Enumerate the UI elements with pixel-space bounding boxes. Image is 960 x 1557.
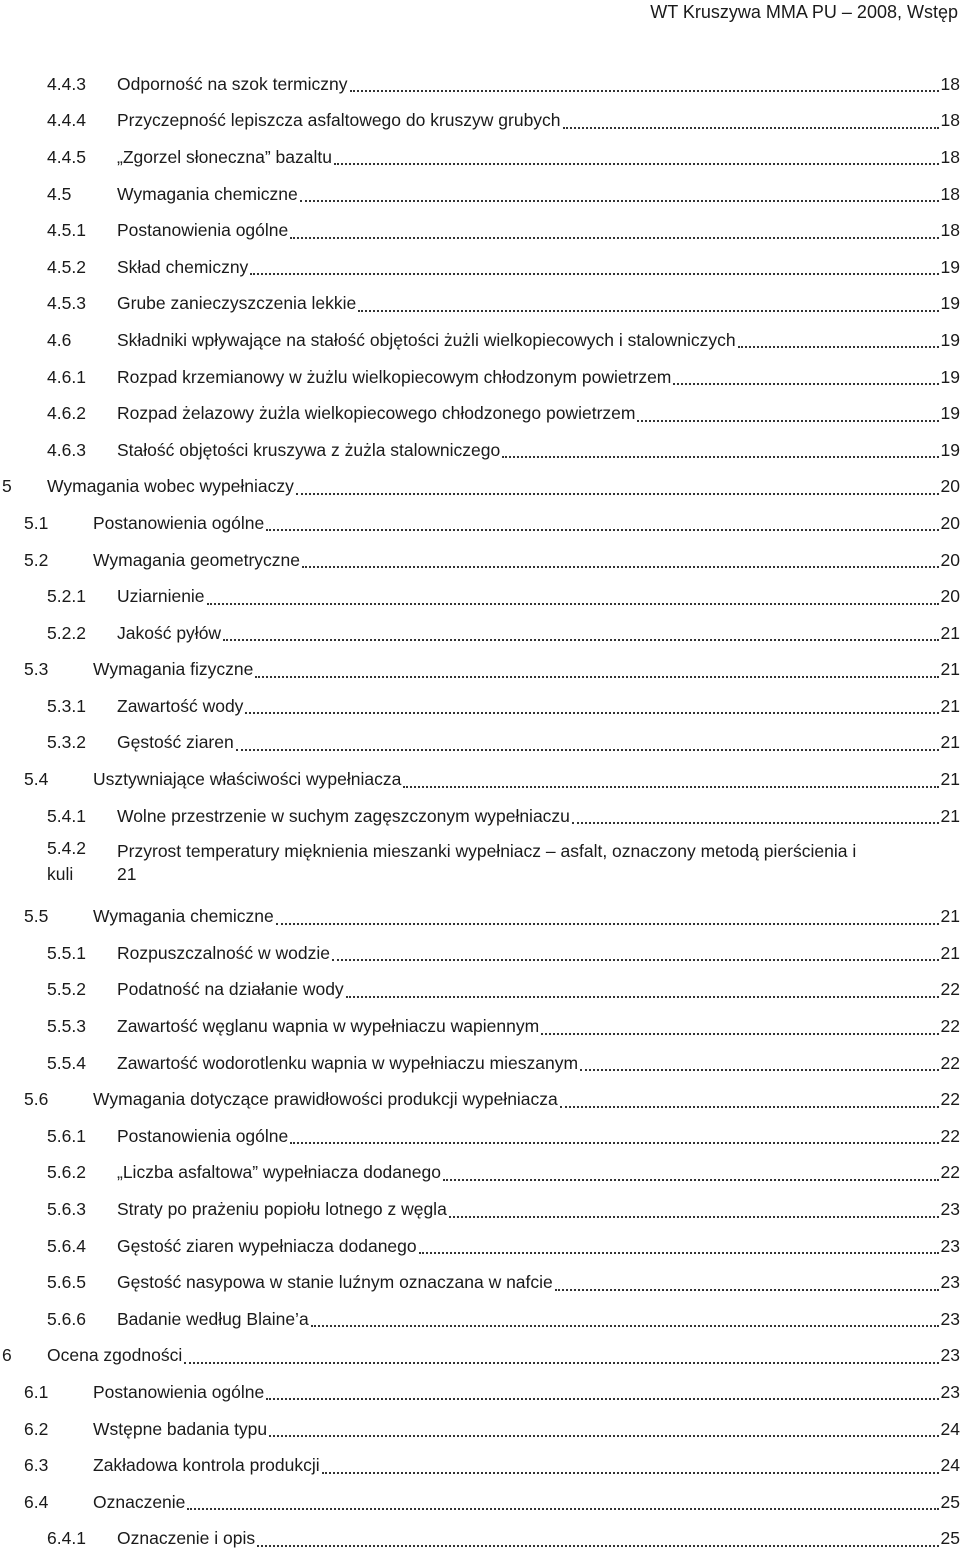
toc-entry[interactable] [0,798,960,835]
toc-entry-number-continuation: kuli [47,864,74,885]
toc-entry-number: 5.3 [24,659,49,680]
toc-entry-title: Postanowienia ogólne [93,1381,265,1402]
toc-entry-page: 18 [940,220,960,241]
toc-entry-page: 21 [117,864,137,885]
dot-leader [302,552,939,568]
toc-entry[interactable] [0,286,960,323]
toc-entry-page: 22 [940,979,960,1000]
toc-entry-page: 20 [940,586,960,607]
dot-leader [560,1092,939,1108]
toc-entry[interactable] [0,1521,960,1557]
dot-leader [637,406,938,422]
toc-entry-title: Rozpad krzemianowy w żużlu wielkopiecowym chłodzonym powietrzem [117,366,672,387]
toc-entry-title: Straty po prażeniu popiołu lotnego z węgla [117,1199,447,1220]
toc-entry[interactable] [0,1228,960,1265]
toc-entry[interactable] [0,66,960,103]
dot-leader [257,1531,938,1547]
dot-leader [673,369,938,385]
dot-leader [245,698,938,714]
toc-entry-number: 4.4.5 [47,146,86,167]
toc-entry[interactable] [0,1374,960,1411]
toc-entry-title: Zawartość wody [117,695,244,716]
toc-entry-number: 5.3.1 [47,695,86,716]
toc-entry-title: Wymagania chemiczne [117,183,298,204]
toc-entry-number: 5.2.2 [47,622,86,643]
dot-leader [563,113,939,129]
toc-entry-page: 22 [940,1016,960,1037]
toc-entry-page: 22 [940,1052,960,1073]
toc-entry-page: 21 [940,805,960,826]
toc-entry-page: 19 [940,366,960,387]
toc-entry-title: Usztywniające właściwości wypełniacza [93,769,402,790]
toc-entry-page: 21 [940,659,960,680]
toc-entry-page: 22 [940,1162,960,1183]
toc-entry[interactable] [0,1301,960,1338]
toc-entry-number: 6.3 [24,1455,49,1476]
dot-leader [311,1311,939,1327]
toc-entry-title: „Zgorzel słoneczna” bazaltu [117,146,332,167]
toc-entry-page: 18 [940,183,960,204]
toc-entry-page: 20 [940,549,960,570]
toc-entry[interactable] [0,615,960,652]
toc-entry[interactable] [0,1191,960,1228]
dot-leader [403,772,938,788]
toc-entry[interactable] [0,1264,960,1301]
running-header: WT Kruszywa MMA PU – 2008, Wstęp [650,2,958,22]
toc-entry-title: Przyczepność lepiszcza asfaltowego do kruszyw grubych [117,110,561,131]
toc-entry[interactable] [0,1447,960,1484]
toc-entry-title: Ocena zgodności [47,1345,183,1366]
toc-entry-number: 5.5 [24,906,49,927]
dot-leader [255,662,938,678]
dot-leader [296,479,939,495]
toc-entry-number: 5.5.3 [47,1016,86,1037]
toc-entry-title: Gęstość ziaren [117,732,234,753]
toc-entry[interactable] [0,505,960,542]
dot-leader [350,76,939,92]
dot-leader [290,1128,938,1144]
toc-entry-number: 5.5.2 [47,979,86,1000]
dot-leader [443,1165,939,1181]
toc-entry-title: Składniki wpływające na stałość objętości żużli wielkopiecowych i stalowniczych [117,329,736,350]
toc-entry-page: 21 [940,906,960,927]
dot-leader [358,296,938,312]
dot-leader [449,1202,939,1218]
toc-entry-title: Zakładowa kontrola produkcji [93,1455,320,1476]
toc-entry[interactable] [0,103,960,140]
dot-leader [276,909,939,925]
toc-entry-page: 21 [940,942,960,963]
toc-entry-title: Wymagania wobec wypełniaczy [47,476,294,497]
dot-leader [541,1019,938,1035]
dot-leader [187,1494,938,1510]
dot-leader [300,186,939,202]
toc-entry-page: 20 [940,512,960,533]
toc-entry-title: Odporność na szok termiczny [117,73,348,94]
toc-entry[interactable] [0,652,960,689]
toc-entry-page: 19 [940,256,960,277]
toc-entry-page: 18 [940,73,960,94]
toc-entry[interactable] [0,1484,960,1521]
toc-entry-title: Gęstość ziaren wypełniacza dodanego [117,1235,417,1256]
toc-entry-number: 5.2 [24,549,49,570]
toc-entry-number: 5.6.3 [47,1199,86,1220]
toc-entry-page: 21 [940,695,960,716]
toc-entry-title: Oznaczenie [93,1491,186,1512]
toc-entry-title: Skład chemiczny [117,256,249,277]
toc-entry[interactable] [0,1118,960,1155]
toc-entry-number: 4.4.4 [47,110,86,131]
toc-entry-number: 4.5.2 [47,256,86,277]
toc-entry[interactable] [0,578,960,615]
toc-entry-title: Grube zanieczyszczenia lekkie [117,293,357,314]
dot-leader [250,259,938,275]
toc-entry-page: 25 [940,1491,960,1512]
toc-entry-title: Wymagania geometryczne [93,549,301,570]
dot-leader [269,1421,938,1437]
dot-leader [334,149,939,165]
toc-entry-page: 23 [940,1199,960,1220]
toc-entry-page: 23 [940,1381,960,1402]
dot-leader [207,589,939,605]
toc-entry-page: 24 [940,1455,960,1476]
toc-entry[interactable] [0,395,960,432]
toc-entry-number: 5.6 [24,1089,49,1110]
toc-entry-page: 23 [940,1235,960,1256]
dot-leader [290,223,938,239]
toc-entry-page: 22 [940,1125,960,1146]
toc-entry[interactable] [0,176,960,213]
toc-entry-title: Postanowienia ogólne [117,220,289,241]
toc-entry-page: 18 [940,146,960,167]
toc-entry-number: 5.5.1 [47,942,86,963]
toc-entry[interactable] [0,935,960,972]
toc-entry-number: 4.6.1 [47,366,86,387]
table-of-contents [0,66,960,1557]
toc-entry-number: 6 [2,1345,12,1366]
toc-entry-page: 19 [940,329,960,350]
toc-entry-number: 5.6.1 [47,1125,86,1146]
dot-leader [266,1384,938,1400]
toc-entry-number: 5.4 [24,769,49,790]
toc-entry-number: 4.6 [47,329,72,350]
toc-entry-title: Gęstość nasypowa w stanie luźnym oznaczana w nafcie [117,1272,553,1293]
toc-entry-page: 22 [940,1089,960,1110]
toc-entry[interactable] [0,469,960,506]
toc-entry[interactable] [0,834,960,898]
toc-entry[interactable] [0,322,960,359]
toc-entry[interactable] [0,249,960,286]
toc-entry[interactable] [0,725,960,762]
toc-entry-title: Wstępne badania typu [93,1418,268,1439]
toc-entry-title: Jakość pyłów [117,622,222,643]
toc-entry-title: Rozpuszczalność w wodzie [117,942,331,963]
dot-leader [738,332,939,348]
dot-leader [266,515,938,531]
dot-leader [322,1458,939,1474]
toc-entry[interactable] [0,1045,960,1082]
toc-entry[interactable] [0,212,960,249]
toc-entry-number: 5.6.6 [47,1308,86,1329]
toc-entry-title: „Liczba asfaltowa” wypełniacza dodanego [117,1162,441,1183]
toc-entry-page: 24 [940,1418,960,1439]
dot-leader [346,982,939,998]
toc-entry[interactable] [0,432,960,469]
toc-entry-page: 21 [940,622,960,643]
toc-entry-number: 6.2 [24,1418,49,1439]
toc-entry-title: Postanowienia ogólne [93,512,265,533]
toc-entry-page: 20 [940,476,960,497]
toc-entry-title: Wymagania fizyczne [93,659,254,680]
toc-entry[interactable] [0,542,960,579]
toc-entry-page: 23 [940,1272,960,1293]
toc-entry-title: Zawartość wodorotlenku wapnia w wypełniaczu mieszanym [117,1052,579,1073]
toc-entry-page: 23 [940,1308,960,1329]
dot-leader [580,1055,938,1071]
dot-leader [419,1238,939,1254]
toc-entry-title: Postanowienia ogólne [117,1125,289,1146]
toc-entry-title: Wymagania dotyczące prawidłowości produkcji wypełniacza [93,1089,558,1110]
toc-entry-number: 5.1 [24,512,49,533]
toc-entry-number: 5.5.4 [47,1052,86,1073]
toc-entry[interactable] [0,972,960,1009]
dot-leader [555,1275,939,1291]
toc-entry-page: 21 [940,732,960,753]
toc-entry[interactable] [0,1081,960,1118]
toc-entry[interactable] [0,1008,960,1045]
toc-entry-number: 4.5.3 [47,293,86,314]
toc-entry-number: 5.6.5 [47,1272,86,1293]
dot-leader [236,735,939,751]
toc-entry-number: 5.2.1 [47,586,86,607]
toc-entry-title: Oznaczenie i opis [117,1528,256,1549]
toc-entry-page: 23 [940,1345,960,1366]
dot-leader [502,442,938,458]
toc-entry[interactable] [0,1411,960,1448]
toc-entry-title: Wolne przestrzenie w suchym zagęszczonym wypełniaczu [117,805,570,826]
toc-entry-title: Rozpad żelazowy żużla wielkopiecowego chłodzonego powietrzem [117,403,636,424]
toc-entry-number: 5.4.2 [47,838,86,859]
toc-entry-title: Przyrost temperatury mięknienia mieszanki wypełniacz – asfalt, oznaczony metodą pierścienia i [117,841,857,862]
dot-leader [184,1348,938,1364]
toc-entry-title: Zawartość węglanu wapnia w wypełniaczu wapiennym [117,1016,540,1037]
toc-entry-number: 5.6.4 [47,1235,86,1256]
toc-entry-number: 6.4.1 [47,1528,86,1549]
toc-entry-title: Badanie według Blaine’a [117,1308,309,1329]
toc-entry-number: 6.4 [24,1491,49,1512]
toc-entry-number: 6.1 [24,1381,49,1402]
toc-entry-page: 19 [940,403,960,424]
toc-entry-page: 21 [940,769,960,790]
toc-entry-page: 25 [940,1528,960,1549]
toc-entry-number: 4.6.3 [47,439,86,460]
toc-entry[interactable] [0,761,960,798]
toc-entry-page: 19 [940,293,960,314]
toc-entry-number: 4.5 [47,183,72,204]
toc-entry-title: Wymagania chemiczne [93,906,274,927]
toc-entry[interactable] [0,139,960,176]
toc-entry-title: Uziarnienie [117,586,205,607]
toc-entry-number: 5.4.1 [47,805,86,826]
dot-leader [572,808,939,824]
toc-entry[interactable] [0,359,960,396]
toc-entry-page: 18 [940,110,960,131]
toc-entry[interactable] [0,1155,960,1192]
toc-entry-number: 4.4.3 [47,73,86,94]
toc-entry-number: 4.6.2 [47,403,86,424]
toc-entry-number: 5.6.2 [47,1162,86,1183]
dot-leader [332,945,939,961]
toc-entry[interactable] [0,688,960,725]
toc-entry[interactable] [0,1338,960,1375]
toc-entry-page: 19 [940,439,960,460]
toc-entry-title: Stałość objętości kruszywa z żużla stalowniczego [117,439,501,460]
toc-entry-title: Podatność na działanie wody [117,979,344,1000]
toc-entry[interactable] [0,898,960,935]
toc-entry-number: 5.3.2 [47,732,86,753]
dot-leader [223,625,938,641]
toc-entry-number: 4.5.1 [47,220,86,241]
toc-entry-number: 5 [2,476,12,497]
